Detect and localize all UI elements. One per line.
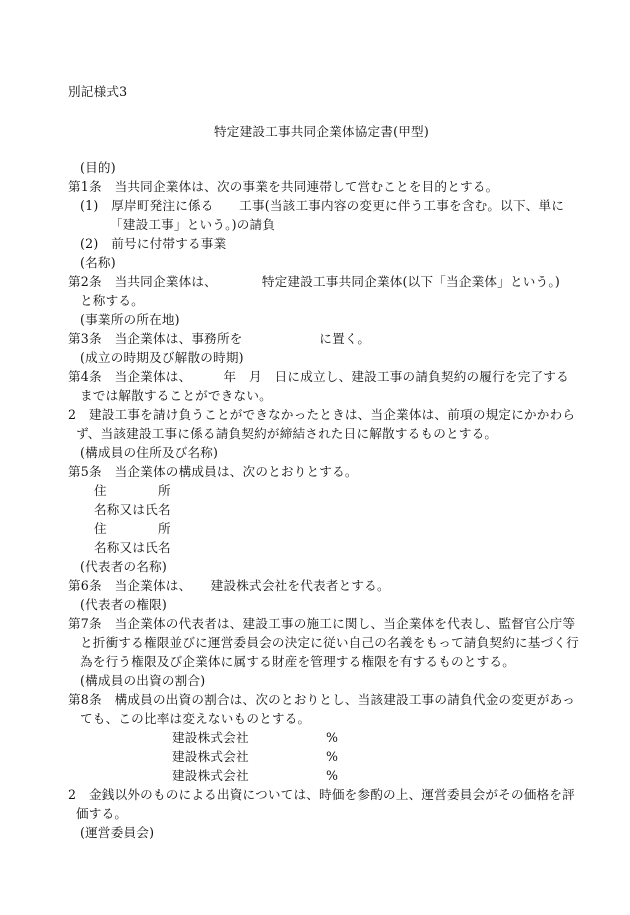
article-8-line-2: ても、この比率は変えないものとする。 (80, 711, 311, 726)
article-8-line-1: 第8条 構成員の出資の割合は、次のとおりとし、当該建設工事の請負代金の変更があっ (68, 692, 576, 707)
investment-company-name: 建設株式会社 (172, 730, 249, 745)
section-heading-office: (事業所の所在地) (80, 312, 180, 327)
investment-percent: % (326, 749, 339, 764)
section-heading-purpose: (目的) (80, 160, 116, 175)
article-7-line-1: 第7条 当企業体の代表者は、建設工事の施工に関し、当企業体を代表し、監督官公庁等 (68, 616, 576, 631)
investment-company-name: 建設株式会社 (172, 749, 249, 764)
article-7-line-2: と折衝する権限並びに運営委員会の決定に従い自己の名義をもって請負契約に基づく行 (80, 635, 579, 650)
investment-percent: % (326, 730, 339, 745)
section-heading-committee: (運営委員会) (80, 825, 155, 840)
article-6-text: 第6条 当企業体は、 建設株式会社を代表者とする。 (68, 578, 390, 593)
member-1-name-label: 名称又は氏名 (94, 502, 171, 517)
article-4-line-2: までは解散することができない。 (80, 388, 272, 403)
section-heading-investment: (構成員の出資の割合) (80, 673, 206, 688)
document-title: 特定建設工事共同企業体協定書(甲型) (214, 124, 429, 139)
article-4-line-1: 第4条 当企業体は、 年 月 日に成立し、建設工事の請負契約の履行を完了する (68, 369, 569, 384)
article-1-text: 第1条 当共同企業体は、次の事業を共同連帯して営むことを目的とする。 (68, 179, 499, 194)
article-1-item-2: (2) 前号に付帯する事業 (80, 236, 227, 251)
article-5-text: 第5条 当企業体の構成員は、次のとおりとする。 (68, 464, 358, 479)
member-1-address-label: 住 所 (94, 483, 171, 498)
member-2-name-label: 名称又は氏名 (94, 540, 171, 555)
investment-percent: % (326, 768, 339, 783)
form-label: 別記様式3 (68, 84, 128, 99)
section-heading-name: (名称) (80, 255, 116, 270)
article-2-line-1: 第2条 当共同企業体は、 特定建設工事共同企業体(以下「当企業体」という。) (68, 274, 561, 289)
article-1-item-1-line-1: (1) 厚岸町発注に係る 工事(当該工事内容の変更に伴う工事を含む。以下、単に (80, 198, 565, 213)
article-4-para-2-line-2: ず、当該建設工事に係る請負契約が締結された日に解散するものとする。 (76, 426, 498, 441)
section-heading-representative: (代表者の名称) (80, 559, 167, 574)
article-3-text: 第3条 当企業体は、事務所を に置く。 (68, 331, 371, 346)
article-7-line-3: 為を行う権限及び企業体に属する財産を管理する権限を有するものとする。 (80, 654, 515, 669)
member-2-address-label: 住 所 (94, 521, 171, 536)
section-heading-members: (構成員の住所及び名称) (80, 445, 219, 460)
article-4-para-2-line-1: 2 建設工事を請け負うことができなかったときは、当企業体は、前項の規定にかかわら (68, 407, 576, 422)
article-1-item-1-line-2: 「建設工事」という。)の請負 (110, 217, 276, 232)
section-heading-authority: (代表者の権限) (80, 597, 167, 612)
investment-company-name: 建設株式会社 (172, 768, 249, 783)
section-heading-period: (成立の時期及び解散の時期) (80, 350, 244, 365)
article-2-line-2: と称する。 (80, 293, 144, 308)
article-8-para-2-line-2: 価する。 (76, 806, 128, 821)
article-8-para-2-line-1: 2 金銭以外のものによる出資については、時価を参酌の上、運営委員会がその価格を評 (68, 787, 575, 802)
